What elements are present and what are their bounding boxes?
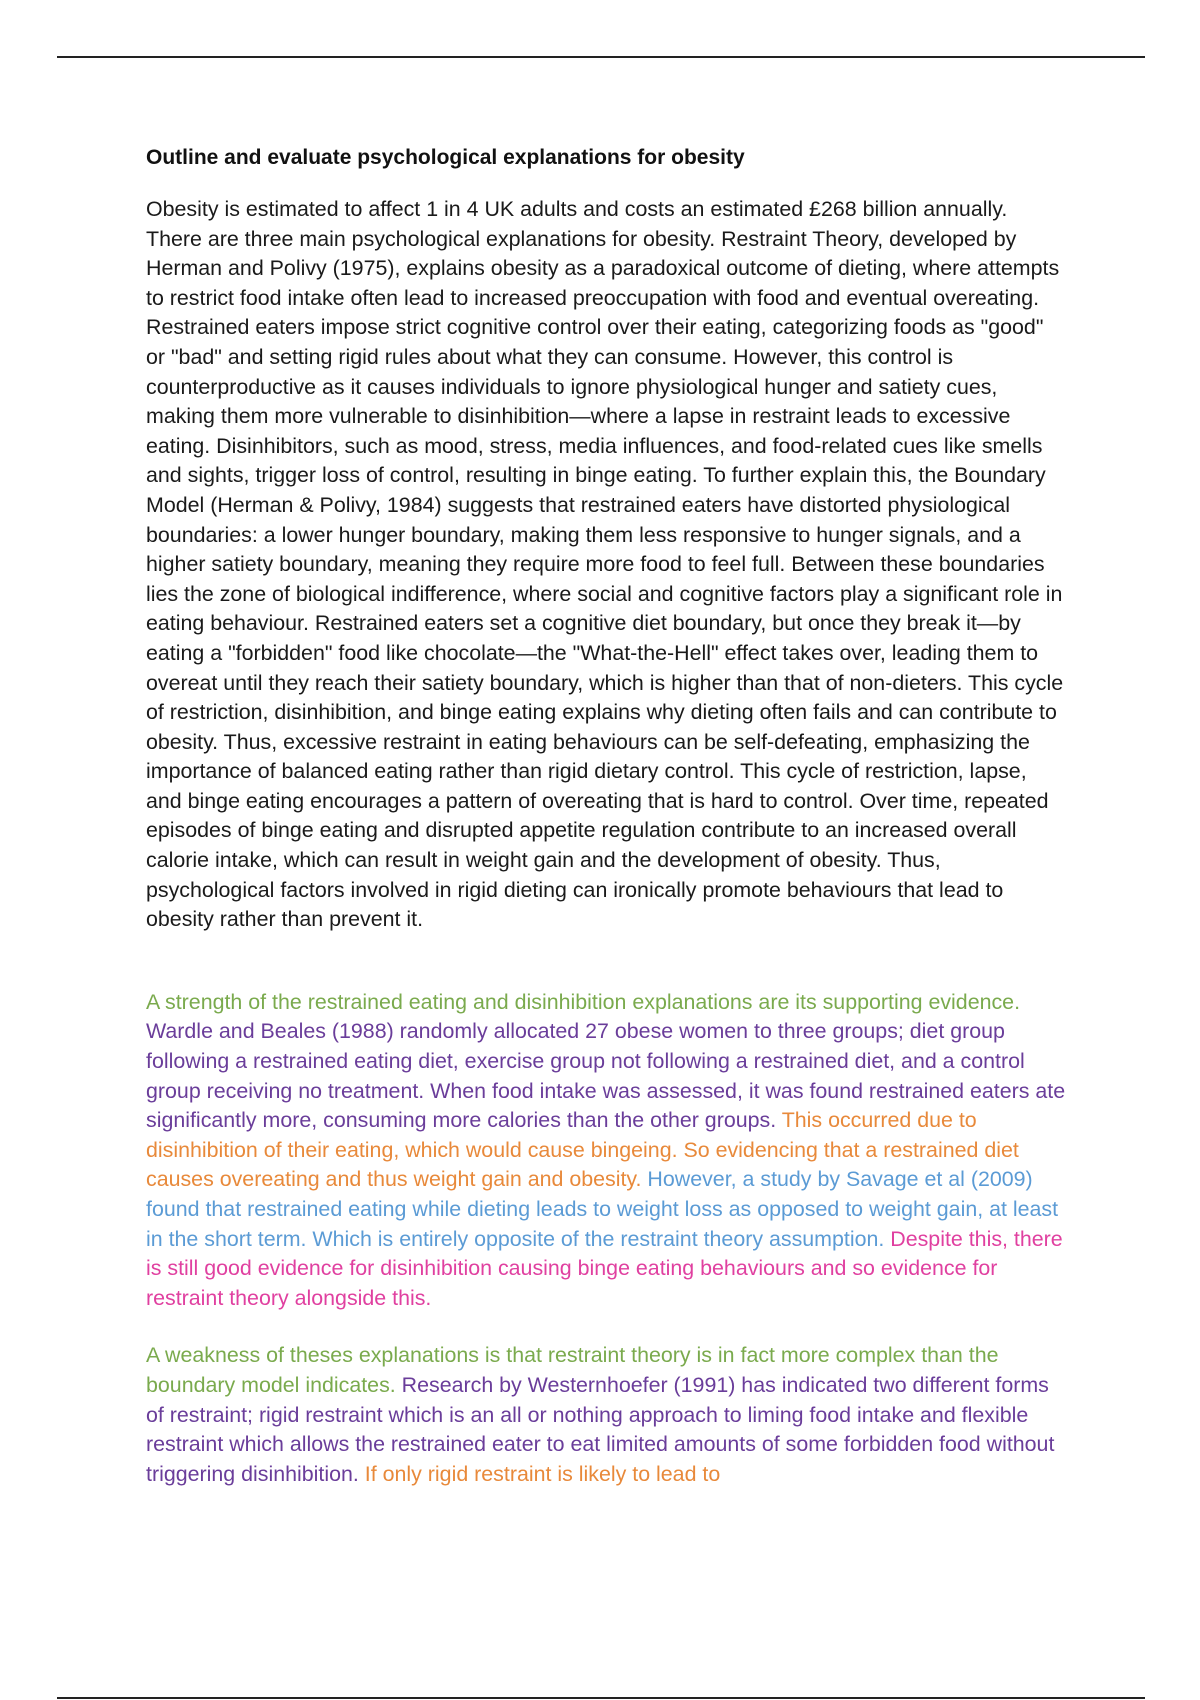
intro-paragraph: Obesity is estimated to affect 1 in 4 UK adults and costs an estimated £268 billion annually. There are three main psychological explanations for obesity. Restraint Theory, developed by Herman and Polivy (1975), explains obesity as a paradoxical outcome of dieting, where attempts to restrict food intake often lead to increased preoccupation with food and eventual overeating. Restrained eaters impose strict cognitive control over their eating, categorizing foods as "good" or "bad" and setting rigid rules about what they can consume. However, this control is counterproductive as it causes individuals to ignore physiological hunger and satiety cues, making them more vulnerable to disinhibition—where a lapse in restraint leads to excessive eating. Disinhibitors, such as mood, stress, media influences, and food-related cues like smells and sights, trigger loss of control, resulting in binge eating. To further explain this, the Boundary Model (Herman & Polivy, 1984) suggests that restrained eaters have distorted physiological boundaries: a lower hunger boundary, making them less responsive to hunger signals, and a higher satiety boundary, meaning they require more food to feel full. Between these boundaries lies the zone of biological indifference, where social and cognitive factors play a significant role in eating behaviour. Restrained eaters set a cognitive diet boundary, but once they break it—by eating a "forbidden" food like chocolate—the "What-the-Hell" effect takes over, leading them to overeat until they reach their satiety boundary, which is higher than that of non-dieters. This cycle of restriction, disinhibition, and binge eating explains why dieting often fails and can contribute to obesity. Thus, excessive restraint in eating behaviours can be self-defeating, emphasizing the importance of balanced eating rather than rigid dietary control. This cycle of restriction, lapse, and binge eating encourages a pattern of overeating that is hard to control. Over time, repeated episodes of binge eating and disrupted appetite regulation contribute to an increased overall calorie intake, which can result in weight gain and the development of obesity. Thus, psychological factors involved in rigid dieting can ironically promote behaviours that lead to obesity rather than prevent it. (146, 197, 1064, 932)
eval2-explain: If only rigid restraint is likely to lead to (358, 1461, 721, 1486)
eval1-conclusion: Despite this, there is still good evidence for disinhibition causing binge eating behaviours and so evidence for restraint theory alongside this. (146, 1226, 1063, 1310)
eval1-evidence: Wardle and Beales (1988) randomly allocated 27 obese women to three groups; diet group following a restrained eating diet, exercise group not following a restrained diet, and a control group receiving no treatment. When food intake was assessed, it was found restrained eaters ate significantly more, consuming more calories than the other groups. (146, 1019, 1066, 1133)
top-rule (57, 56, 1145, 58)
document-body (146, 143, 1066, 1489)
evaluation-paragraph-1 (146, 988, 1066, 1314)
document-title: Outline and evaluate psychological explanations for obesity (146, 146, 745, 169)
bottom-rule (57, 1697, 1145, 1699)
eval1-counter: However, a study by Savage et al (2009) found that restrained eating while dieting leads to weight loss as opposed to weight gain, at least in the short term. Which is entirely opposite of the restraint theory assumption. (146, 1167, 1059, 1251)
eval1-point: A strength of the restrained eating and disinhibition explanations are its supporting evidence. (146, 989, 1021, 1014)
eval2-evidence: Research by Westernhoefer (1991) has indicated two different forms of restraint; rigid restraint which is an all or nothing approach to liming food intake and flexible restraint which allows the restrained eater to eat limited amounts of some forbidden food without triggering disinhibition. (146, 1372, 1055, 1486)
eval1-explain: This occurred due to disinhibition of their eating, which would cause bingeing. So evidencing that a restrained diet causes overeating and thus weight gain and obesity. (146, 1108, 1019, 1192)
eval2-point: A weakness of theses explanations is that restraint theory is in fact more complex than the boundary model indicates. (146, 1343, 999, 1397)
evaluation-paragraph-2 (146, 1341, 1066, 1489)
